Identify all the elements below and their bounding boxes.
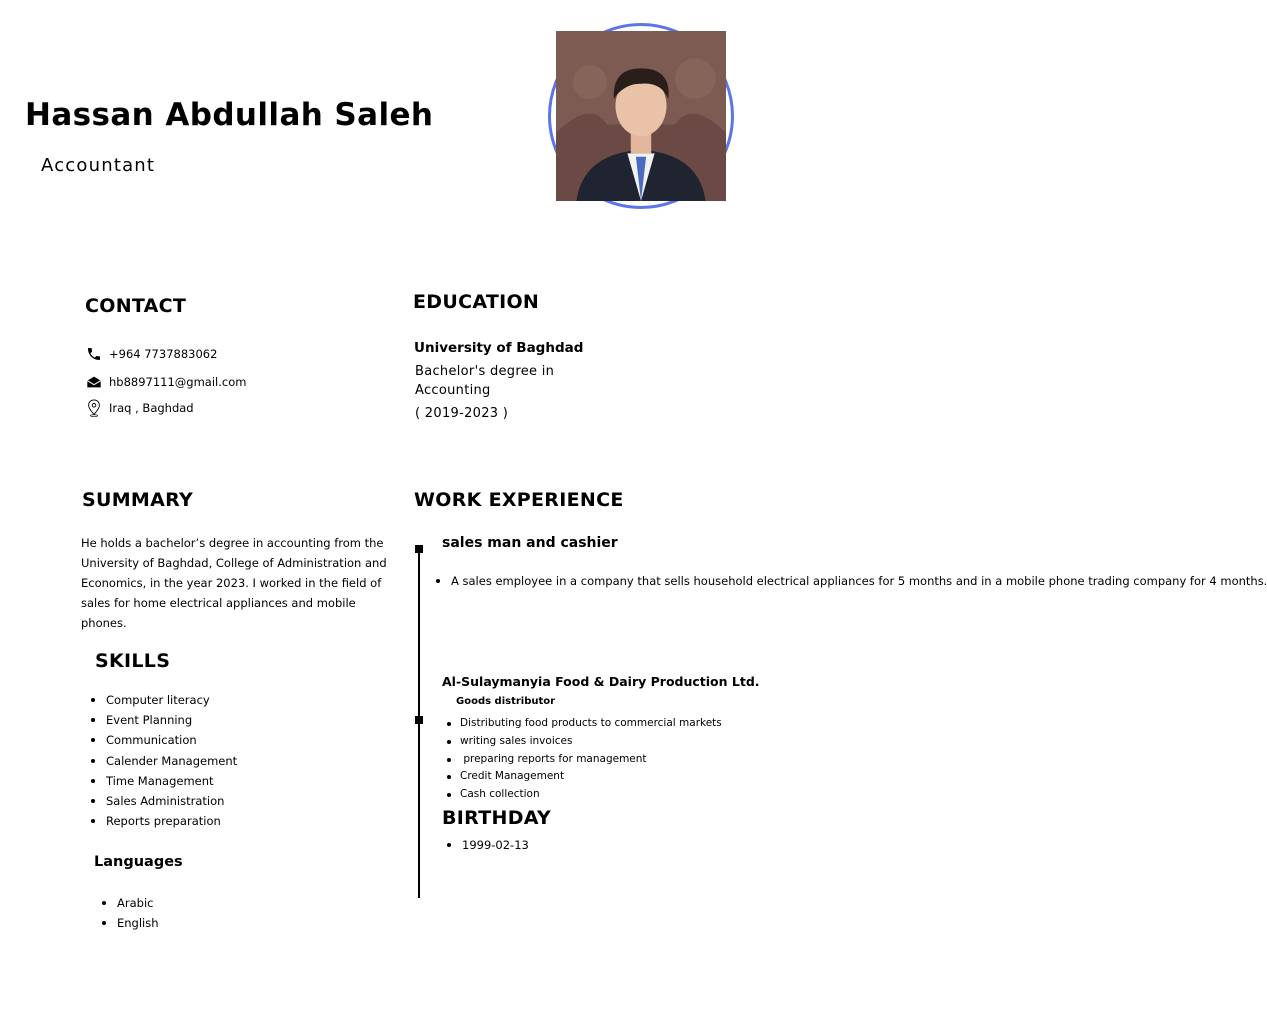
job2-duty-item: writing sales invoices bbox=[443, 733, 722, 751]
summary-heading: SUMMARY bbox=[82, 489, 194, 511]
education-university: University of Baghdad bbox=[414, 340, 584, 356]
phone-icon bbox=[85, 345, 103, 363]
skill-item: Time Management bbox=[81, 771, 237, 791]
portrait-image bbox=[556, 31, 726, 201]
job2-duty-item: preparing reports for management bbox=[443, 751, 722, 769]
skill-item: Communication bbox=[81, 730, 237, 750]
education-years: ( 2019-2023 ) bbox=[415, 406, 509, 421]
education-degree bbox=[415, 362, 554, 400]
job1-description: A sales employee in a company that sells household electrical appliances for 5 months and in a mobile phone trading company for 4 months. bbox=[426, 571, 716, 591]
location-pin-icon bbox=[85, 399, 103, 417]
phone-text: +964 7737883062 bbox=[109, 347, 218, 361]
birthday-list bbox=[437, 835, 529, 855]
skill-item: Calender Management bbox=[81, 751, 237, 771]
job2-duty-item: Distributing food products to commercial markets bbox=[443, 715, 722, 733]
timeline-marker bbox=[415, 716, 423, 724]
job2-company: Al-Sulaymanyia Food & Dairy Production Ltd. bbox=[442, 674, 760, 689]
location-text: Iraq , Baghdad bbox=[109, 401, 194, 415]
resume-name: Hassan Abdullah Saleh bbox=[25, 97, 434, 133]
education-heading: EDUCATION bbox=[413, 291, 540, 313]
work-experience-heading: WORK EXPERIENCE bbox=[414, 489, 624, 511]
timeline-marker bbox=[415, 545, 423, 553]
languages-list bbox=[92, 893, 159, 933]
skill-item: Reports preparation bbox=[81, 811, 237, 831]
skills-heading: SKILLS bbox=[95, 650, 171, 672]
contact-email bbox=[85, 372, 246, 392]
contact-location bbox=[85, 398, 194, 418]
language-item: Arabic bbox=[92, 893, 159, 913]
job2-duty-item: Credit Management bbox=[443, 768, 722, 786]
job2-duties-list bbox=[443, 715, 722, 804]
job1-title: sales man and cashier bbox=[442, 535, 618, 551]
skill-item: Sales Administration bbox=[81, 791, 237, 811]
summary-text: He holds a bachelor’s degree in accounting from the University of Baghdad, College of Administration and Economics, in the year 2023. I worked in the field of sales for home electrical appliances and mobile phones. bbox=[81, 536, 387, 630]
profile-photo bbox=[548, 23, 734, 209]
language-item: English bbox=[92, 913, 159, 933]
degree-line-2: Accounting bbox=[415, 383, 491, 398]
envelope-icon bbox=[85, 373, 103, 391]
email-text: hb8897111@gmail.com bbox=[109, 375, 247, 389]
job1-description-list bbox=[426, 571, 1267, 591]
skill-item: Event Planning bbox=[81, 710, 237, 730]
job-title: Accountant bbox=[41, 155, 156, 176]
contact-heading: CONTACT bbox=[85, 295, 187, 317]
skills-list bbox=[81, 690, 237, 831]
languages-heading: Languages bbox=[94, 854, 183, 870]
skill-item: Computer literacy bbox=[81, 690, 237, 710]
job2-duty-item: Cash collection bbox=[443, 786, 722, 804]
birthday-date: 1999-02-13 bbox=[437, 835, 529, 855]
job2-role: Goods distributor bbox=[456, 696, 556, 707]
contact-phone bbox=[85, 344, 217, 364]
birthday-heading: BIRTHDAY bbox=[442, 807, 552, 829]
degree-line-1: Bachelor's degree in bbox=[415, 364, 555, 379]
